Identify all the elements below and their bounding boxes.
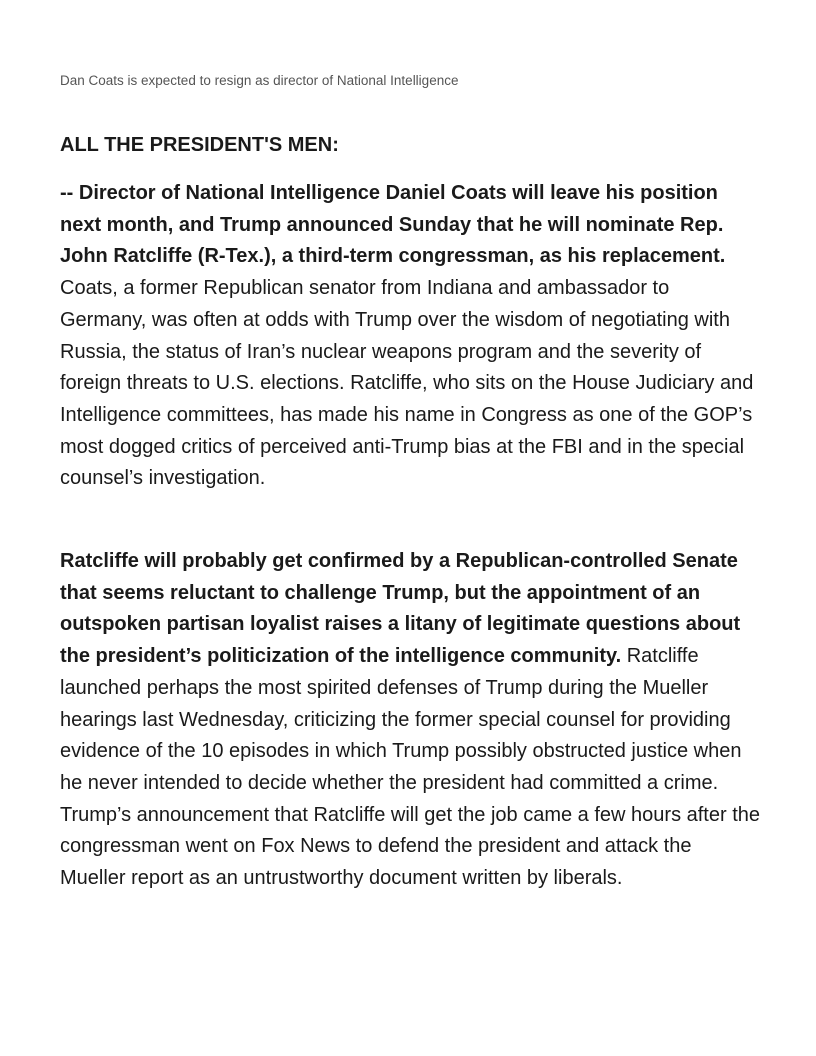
- paragraph-lead: Ratcliffe will probably get confirmed by a Republican-controlled Senate that seems reluctant to challenge Trump, but the appointment of an outspoken partisan loyalist raises a litany of legitimate questions about the president’s politicization of the intelligence community.: [60, 550, 741, 668]
- paragraph-body: Coats, a former Republican senator from Indiana and ambassador to Germany, was often at odds with Trump over the wisdom of negotiating with Russia, the status of Iran’s nuclear weapons program and the severity of foreign threats to U.S. elections. Ratcliffe, who sits on the House Judiciary and Intelligence committees, has made his name in Congress as one of the GOP’s most dogged critics of perceived anti-Trump bias at the FBI and in the special counsel’s investigation.: [60, 277, 754, 490]
- article-paragraph: [60, 546, 760, 895]
- paragraph-body: Ratcliffe launched perhaps the most spirited defenses of Trump during the Mueller hearings last Wednesday, criticizing the former special counsel for providing evidence of the 10 episodes in which Trump possibly obstructed justice when he never intended to decide whether the president had committed a crime. Trump’s announcement that Ratcliffe will get the job came a few hours after the congressman went on Fox News to defend the president and attack the Mueller report as an untrustworthy document written by liberals.: [60, 645, 760, 890]
- image-caption: Dan Coats is expected to resign as director of National Intelligence: [60, 73, 459, 88]
- article-paragraph: [60, 178, 760, 495]
- section-heading: ALL THE PRESIDENT'S MEN:: [60, 134, 339, 156]
- paragraph-lead: -- Director of National Intelligence Daniel Coats will leave his position next month, and Trump announced Sunday that he will nominate Rep. John Ratcliffe (R-Tex.), a third-term congressman, as his replacement.: [60, 182, 726, 268]
